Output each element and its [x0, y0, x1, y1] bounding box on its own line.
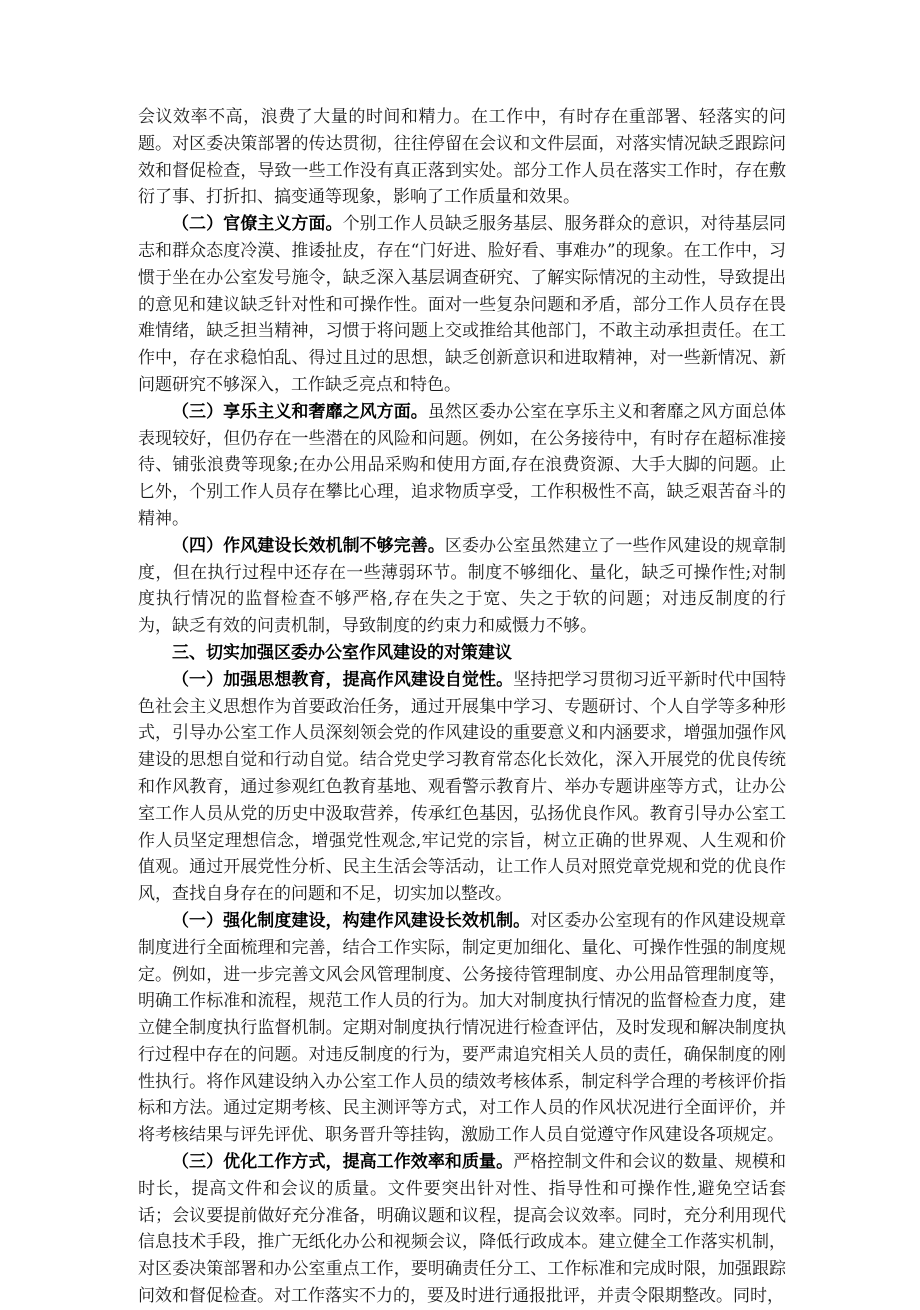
paragraph-body: 坚持把学习贯彻习近平新时代中国特色社会主义思想作为首要政治任务，通过开展集中学习、专题研讨、个人自学等多种形式，引导办公室工作人员深刻领会党的作风建设的重要意义和内涵要求，增强加强作风建设的思想自觉和行动自觉。结合党史学习教育常态化长效化，深入开展党的优良传统和作风教育，通过参观红色教育基地、观看警示教育片、举办专题讲座等方式，让办公室工作人员从党的历史中汲取营养，传承红色基因，弘扬优良作风。教育引导办公室工作人员坚定理想信念，增强党性观念,牢记党的宗旨，树立正确的世界观、人生观和价值观。通过开展党性分析、民主生活会等活动，让工作人员对照党章党规和党的优良作风，查找自身存在的问题和不足，切实加以整改。: [138, 669, 787, 905]
paragraph-lead: （一）强化制度建设，构建作风建设长效机制。: [172, 910, 531, 931]
document-page: [138, 104, 786, 1310]
paragraph-lead: （二）官僚主义方面。: [172, 214, 343, 235]
paragraph-body: 个别工作人员缺乏服务基层、服务群众的意识，对待基层同志和群众态度冷漠、推诿扯皮，存在“门好进、脸好看、事难办”的现象。在工作中，习惯于坐在办公室发号施令，缺乏深入基层调查研究、了解实际情况的主动性，导致提出的意见和建议缺乏针对性和可操作性。面对一些复杂问题和矛盾，部分工作人员存在畏难情绪，缺乏担当精神，习惯于将问题上交或推给其他部门，不敢主动承担责任。在工作中，存在求稳怕乱、得过且过的思想，缺乏创新意识和进取精神，对一些新情况、新问题研究不够深入，工作缺乏亮点和特色。: [138, 214, 787, 395]
paragraph-body: 虽然区委办公室在享乐主义和奢靡之风方面总体表现较好，但仍存在一些潜在的风险和问题。例如，在公务接待中，有时存在超标准接待、铺张浪费等现象;在办公用品采购和使用方面,存在浪费资源、大手大脚的问题。止匕外，个别工作人员存在攀比心理，追求物质享受，工作积极性不高，缺乏艰苦奋斗的精神。: [138, 401, 787, 529]
paragraph-lead: （三）享乐主义和奢靡之风方面。: [172, 401, 428, 422]
paragraph-body: 区委办公室虽然建立了一些作风建设的规章制度，但在执行过程中还存在一些薄弱环节。制度不够细化、量化，缺乏可操作性;对制度执行情况的监督检查不够严格,存在失之于宽、失之于软的问题；对违反制度的行为，缺乏有效的问责机制，导致制度的约束力和威慑力不够。: [138, 535, 787, 637]
paragraph-hedonism: [138, 399, 786, 533]
section-heading: 三、切实加强区委办公室作风建设的对策建议: [172, 642, 512, 663]
paragraph-body: 严格控制文件和会议的数量、规模和时长，提高文件和会议的质量。文件要突出针对性、指导性和可操作性,避免空话套话；会议要提前做好充分准备，明确议题和议程，提高会议效率。同时，充分利用现代信息技术手段，推广无纸化办公和视频会议，降低行政成本。建立健全工作落实机制，对区委决策部署和办公室重点工作，要明确责任分工、工作标准和完成时限，加强跟踪问效和督促检查。对工作落实不力的，要及时进行通报批评，并责令限期整改。同时，: [138, 1152, 787, 1307]
paragraph-institution-building: [138, 908, 786, 1149]
paragraph-lead: （四）作风建设长效机制不够完善。: [172, 535, 445, 556]
paragraph-body: 对区委办公室现有的作风建设规章制度进行全面梳理和完善，结合工作实际，制定更加细化、量化、可操作性强的制度规定。例如，进一步完善文风会风管理制度、公务接待管理制度、办公用品管理制度等，明确工作标准和流程，规范工作人员的行为。加大对制度执行情况的监督检查力度，建立健全制度执行监督机制。定期对制度执行情况进行检查评估，及时发现和解决制度执行过程中存在的问题。对违反制度的行为，要严肃追究相关人员的责任，确保制度的刚性执行。将作风建设纳入办公室工作人员的绩效考核体系，制定科学合理的考核评价指标和方法。通过定期考核、民主测评等方式，对工作人员的作风状况进行全面评价，并将考核结果与评先评优、职务晋升等挂钩，激励工作人员自觉遵守作风建设各项规定。: [138, 910, 787, 1146]
paragraph-lead: （三）优化工作方式，提高工作效率和质量。: [172, 1152, 514, 1173]
paragraph-long-term-mechanism: [138, 533, 786, 640]
paragraph-ideological-education: [138, 667, 786, 908]
paragraph-work-methods: [138, 1149, 786, 1310]
paragraph-lead: （一）加强思想教育，提高作风建设自觉性。: [172, 669, 514, 690]
paragraph-continuation: 会议效率不高，浪费了大量的时间和精力。在工作中，有时存在重部署、轻落实的问题。对区委决策部署的传达贯彻，往往停留在会议和文件层面，对落实情况缺乏跟踪问效和督促检查，导致一些工作没有真正落到实处。部分工作人员在落实工作时，存在敷衍了事、打折扣、搞变通等现象，影响了工作质量和效果。: [138, 107, 786, 208]
paragraph-bureaucratism: [138, 211, 786, 399]
